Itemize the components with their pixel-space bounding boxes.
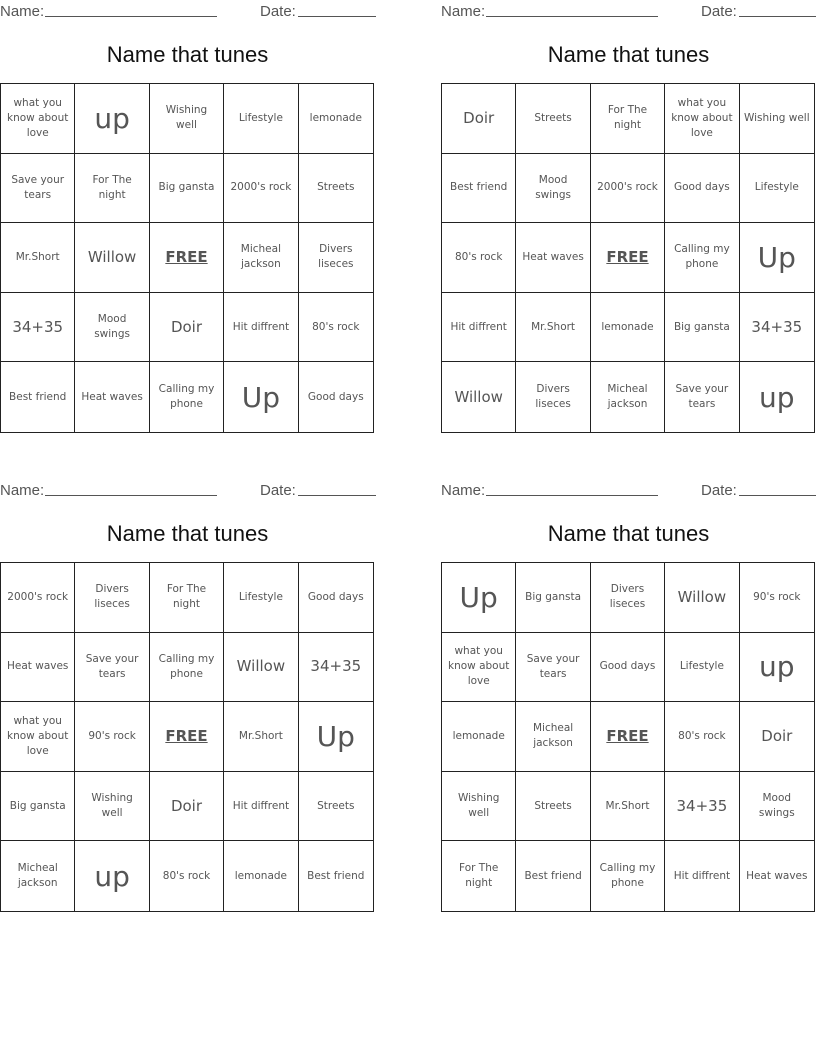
- free-space-cell: FREE: [591, 223, 665, 293]
- bingo-cell: 2000's rock: [591, 154, 665, 224]
- bingo-cell: For The night: [591, 84, 665, 154]
- bingo-cell: Lifestyle: [224, 563, 298, 633]
- bingo-cell: Heat waves: [516, 223, 590, 293]
- bingo-cell: Big gansta: [150, 154, 224, 224]
- bingo-cell: For The night: [75, 154, 149, 224]
- name-label: Name:: [0, 3, 45, 20]
- bingo-cell: what you know about love: [1, 84, 75, 154]
- bingo-cell: up: [75, 841, 149, 911]
- bingo-cell: lemonade: [591, 293, 665, 363]
- bingo-cell: Save your tears: [1, 154, 75, 224]
- card-header: [0, 3, 375, 21]
- bingo-cell: Best friend: [442, 154, 516, 224]
- bingo-cell: For The night: [150, 563, 224, 633]
- bingo-cell: Best friend: [307, 869, 365, 882]
- bingo-cell: 80's rock: [442, 223, 516, 293]
- bingo-cell: Micheal jackson: [224, 223, 298, 293]
- bingo-cell: Hit diffrent: [224, 772, 298, 842]
- bingo-cell: Wishing well: [150, 84, 224, 154]
- bingo-grid: [441, 562, 815, 912]
- bingo-cell: Doir: [740, 702, 814, 772]
- bingo-cell: Lifestyle: [224, 84, 298, 154]
- card-header: [0, 482, 375, 500]
- date-blank-line: [739, 495, 816, 496]
- bingo-cell: Doir: [442, 84, 516, 154]
- bingo-cell: Best friend: [1, 362, 75, 432]
- bingo-grid: [0, 83, 374, 433]
- bingo-cell: Willow: [442, 362, 516, 432]
- bingo-cell: Up: [224, 362, 298, 432]
- bingo-cell: Calling my phone: [150, 633, 224, 703]
- bingo-cell: Up: [442, 563, 516, 633]
- bingo-cell: Up: [740, 223, 814, 293]
- bingo-cell: 34+35: [1, 293, 75, 363]
- bingo-cell: Doir: [150, 772, 224, 842]
- bingo-cell: Divers liseces: [299, 223, 373, 293]
- bingo-cell: Heat waves: [1, 633, 75, 703]
- bingo-cell: 2000's rock: [224, 154, 298, 224]
- bingo-cell: what you know about love: [1, 702, 75, 772]
- bingo-cell: 34+35: [299, 633, 373, 703]
- bingo-cell: Micheal jackson: [1, 841, 75, 911]
- bingo-cell: Willow: [75, 223, 149, 293]
- bingo-cell: lemonade: [299, 84, 373, 154]
- bingo-cell: lemonade: [224, 841, 298, 911]
- date-blank-line: [739, 16, 816, 17]
- bingo-cell: Streets: [516, 84, 590, 154]
- bingo-cell: Wishing well: [740, 84, 814, 154]
- bingo-cell: 90's rock: [740, 563, 814, 633]
- date-label: Date:: [701, 3, 737, 20]
- bingo-cell: Up: [299, 702, 373, 772]
- bingo-cell: Micheal jackson: [516, 702, 590, 772]
- date-blank-line: [298, 16, 376, 17]
- free-space-cell: FREE: [591, 702, 665, 772]
- bingo-cell: Calling my phone: [591, 841, 665, 911]
- bingo-grid: [0, 562, 374, 912]
- bingo-cell: Good days: [591, 633, 665, 703]
- name-label: Name:: [441, 482, 486, 499]
- bingo-cell: up: [75, 84, 149, 154]
- date-label: Date:: [260, 482, 296, 499]
- free-space-cell: FREE: [150, 702, 224, 772]
- name-blank-line: [45, 16, 217, 17]
- bingo-cell: Mr.Short: [224, 702, 298, 772]
- bingo-cell: 90's rock: [75, 702, 149, 772]
- card-title: Name that tunes: [106, 42, 269, 67]
- date-blank-line: [298, 495, 376, 496]
- bingo-cell: Streets: [299, 154, 373, 224]
- bingo-cell: 34+35: [740, 293, 814, 363]
- date-label: Date:: [260, 3, 296, 20]
- bingo-cell: Calling my phone: [150, 362, 224, 432]
- card-header: [441, 482, 816, 500]
- card-title: Name that tunes: [106, 521, 269, 546]
- card-title: Name that tunes: [547, 521, 710, 546]
- bingo-cell: Lifestyle: [740, 154, 814, 224]
- bingo-cell: Big gansta: [665, 293, 739, 363]
- name-blank-line: [486, 495, 658, 496]
- bingo-cell: Big gansta: [1, 772, 75, 842]
- bingo-cell: Heat waves: [75, 362, 149, 432]
- bingo-cell: what you know about love: [442, 633, 516, 703]
- bingo-cell: Lifestyle: [665, 633, 739, 703]
- bingo-cell: 80's rock: [150, 841, 224, 911]
- bingo-cell: Divers liseces: [516, 362, 590, 432]
- bingo-cell: Save your tears: [75, 633, 149, 703]
- bingo-cell: Willow: [665, 563, 739, 633]
- bingo-cell: Good days: [307, 390, 364, 403]
- bingo-cell: Wishing well: [75, 772, 149, 842]
- bingo-cell: Good days: [665, 154, 739, 224]
- bingo-cell: Mood swings: [75, 293, 149, 363]
- bingo-cell: Mr.Short: [591, 772, 665, 842]
- bingo-cell: Save your tears: [516, 633, 590, 703]
- bingo-cell: Mr.Short: [516, 293, 590, 363]
- bingo-cell: Micheal jackson: [591, 362, 665, 432]
- bingo-cell: Hit diffrent: [665, 841, 739, 911]
- name-label: Name:: [0, 482, 45, 499]
- bingo-cell: Best friend: [516, 841, 590, 911]
- bingo-cell: Big gansta: [516, 563, 590, 633]
- bingo-cell: Streets: [299, 772, 373, 842]
- bingo-cell: Mood swings: [516, 154, 590, 224]
- bingo-cell: Divers liseces: [591, 563, 665, 633]
- bingo-cell: For The night: [442, 841, 516, 911]
- bingo-cell: Save your tears: [665, 362, 739, 432]
- bingo-cell: Heat waves: [746, 869, 808, 882]
- bingo-cell: Calling my phone: [665, 223, 739, 293]
- bingo-cell: Wishing well: [442, 772, 516, 842]
- bingo-cell: Mood swings: [740, 772, 814, 842]
- bingo-cell: up: [759, 380, 795, 414]
- date-label: Date:: [701, 482, 737, 499]
- bingo-cell: Streets: [516, 772, 590, 842]
- bingo-cell: Mr.Short: [1, 223, 75, 293]
- bingo-cell: lemonade: [442, 702, 516, 772]
- bingo-cell: Divers liseces: [75, 563, 149, 633]
- bingo-cell: Doir: [150, 293, 224, 363]
- card-header: [441, 3, 816, 21]
- name-label: Name:: [441, 3, 486, 20]
- bingo-cell: Good days: [299, 563, 373, 633]
- name-blank-line: [45, 495, 217, 496]
- bingo-cell: Willow: [224, 633, 298, 703]
- name-blank-line: [486, 16, 658, 17]
- bingo-cell: 80's rock: [299, 293, 373, 363]
- bingo-cell: Hit diffrent: [224, 293, 298, 363]
- free-space-cell: FREE: [150, 223, 224, 293]
- bingo-cell: up: [740, 633, 814, 703]
- card-title: Name that tunes: [547, 42, 710, 67]
- bingo-cell: 2000's rock: [1, 563, 75, 633]
- bingo-cell: 80's rock: [665, 702, 739, 772]
- bingo-cell: 34+35: [665, 772, 739, 842]
- bingo-grid: [441, 83, 815, 433]
- bingo-cell: what you know about love: [665, 84, 739, 154]
- bingo-cell: Hit diffrent: [442, 293, 516, 363]
